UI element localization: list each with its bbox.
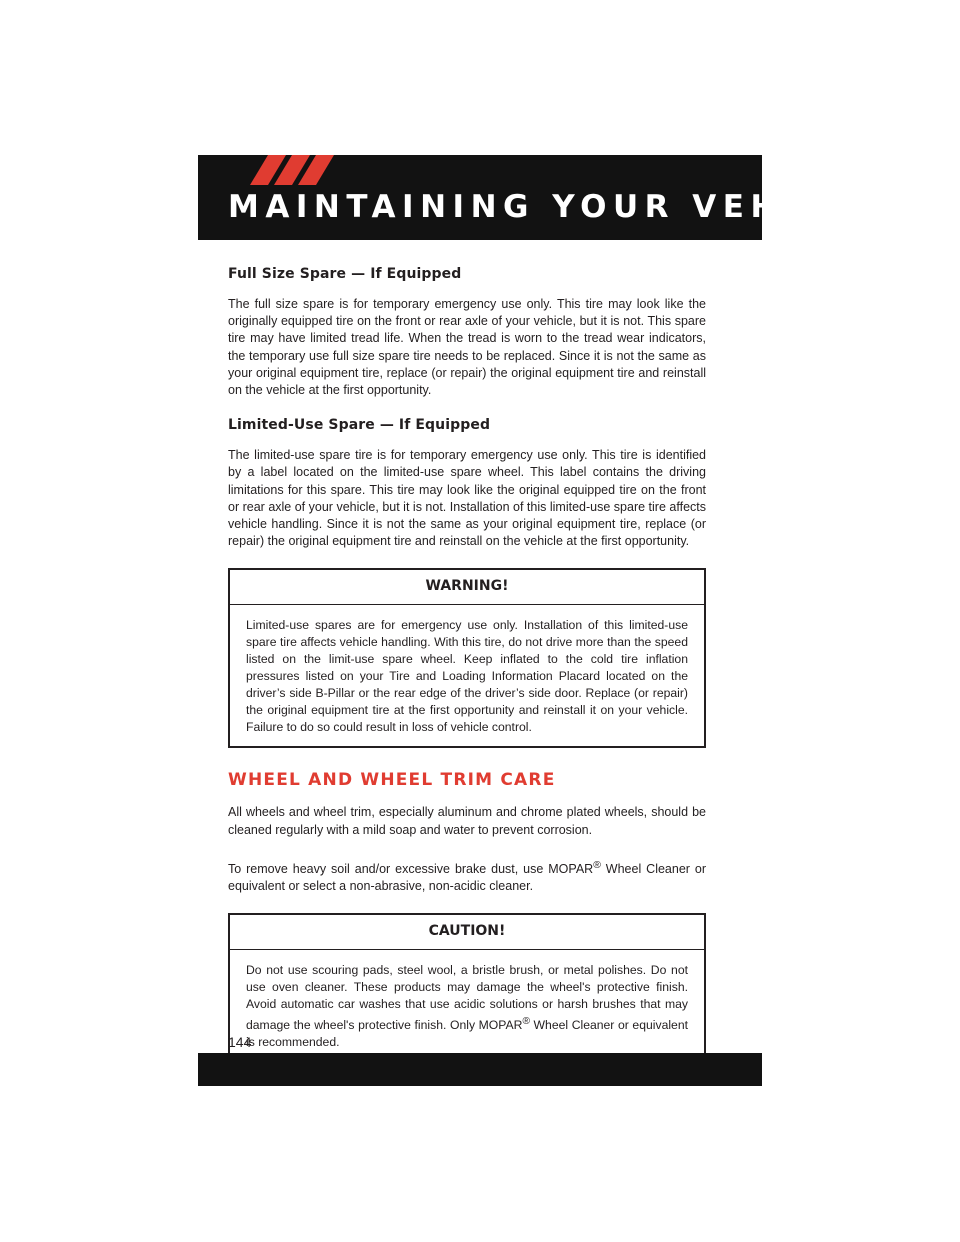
caution-box (228, 913, 706, 1063)
caution-body-start: Do not use scouring pads, steel wool, a bristle brush, or metal polishes. Do not use oven cleaner. These products may damage the wheel's protective finish. Avoid automatic car washes that use acidic solutions or harsh brushes that may damage the wheel's protective finish. Only MOPAR (246, 963, 688, 1033)
wheel-care-para-2 (228, 857, 706, 896)
caution-body (246, 962, 688, 1051)
registered-mark: ® (593, 859, 601, 871)
header-bar (198, 155, 885, 240)
warning-title: WARNING! (425, 578, 509, 595)
footer-bar (198, 1053, 762, 1086)
wheel-care-para-2-end: Wheel Cleaner or equivalent or select a non-abrasive, non-acidic cleaner. (228, 862, 706, 894)
caution-divider (230, 949, 704, 950)
wheel-care-para-1: All wheels and wheel trim, especially aluminum and chrome plated wheels, should be cleaned regularly with a mild soap and water to prevent corrosion. (228, 805, 706, 837)
full-size-spare-body: The full size spare is for temporary emergency use only. This tire may look like the originally equipped tire on the front or rear axle of your vehicle, but it is not. This spare tire may have limited tread life. When the tread is worn to the tread wear indicators, the temporary use full size spare tire needs to be replaced. Since it is not the same as your original equipment tire, replace (or repair) the original equipment tire and reinstall on the vehicle at the first opportunity. (228, 297, 706, 398)
wheel-care-heading: WHEEL AND WHEEL TRIM CARE (228, 770, 556, 791)
red-stripes-logo (198, 155, 398, 185)
caution-body-end: Wheel Cleaner or equivalent is recommended. (246, 1018, 688, 1050)
main-content (228, 266, 706, 1085)
warning-divider (230, 604, 704, 605)
caution-title: CAUTION! (428, 923, 506, 940)
page-number: 144 (228, 1034, 252, 1050)
warning-body: Limited-use spares are for emergency use only. Installation of this limited-use spare tire affects vehicle handling. With this tire, do not drive more than the speed listed on the limit-use spare wheel. Keep inflated to the cold tire inflation pressures listed on your Tire and Loading Information Placard located on the driver’s side B-Pillar or the rear edge of the driver’s side door. Replace (or repair) the original equipment tire at the first opportunity and reinstall it on your vehicle. Failure to do so could result in loss of vehicle control. (246, 618, 688, 735)
limited-use-spare-body: The limited-use spare tire is for temporary emergency use only. This tire is identified by a label located on the limited-use spare wheel. This label contains the driving limitations for this spare. This tire may look like the original equipped tire on the front or rear axle of your vehicle, but it is not. Installation of this limited-use spare tire affects vehicle handling. Since it is not the same as your original equipment tire, replace (or repair) the original equipment tire and reinstall on the vehicle at the first opportunity. (228, 448, 706, 549)
page-header-title: MAINTAINING YOUR VEHICLE (228, 189, 885, 225)
warning-box (228, 568, 706, 748)
wheel-care-para-2-start: To remove heavy soil and/or excessive brake dust, use MOPAR (228, 862, 594, 876)
limited-use-spare-heading: Limited-Use Spare — If Equipped (228, 417, 491, 434)
full-size-spare-heading: Full Size Spare — If Equipped (228, 266, 462, 282)
caution-registered-mark: ® (522, 1016, 530, 1028)
